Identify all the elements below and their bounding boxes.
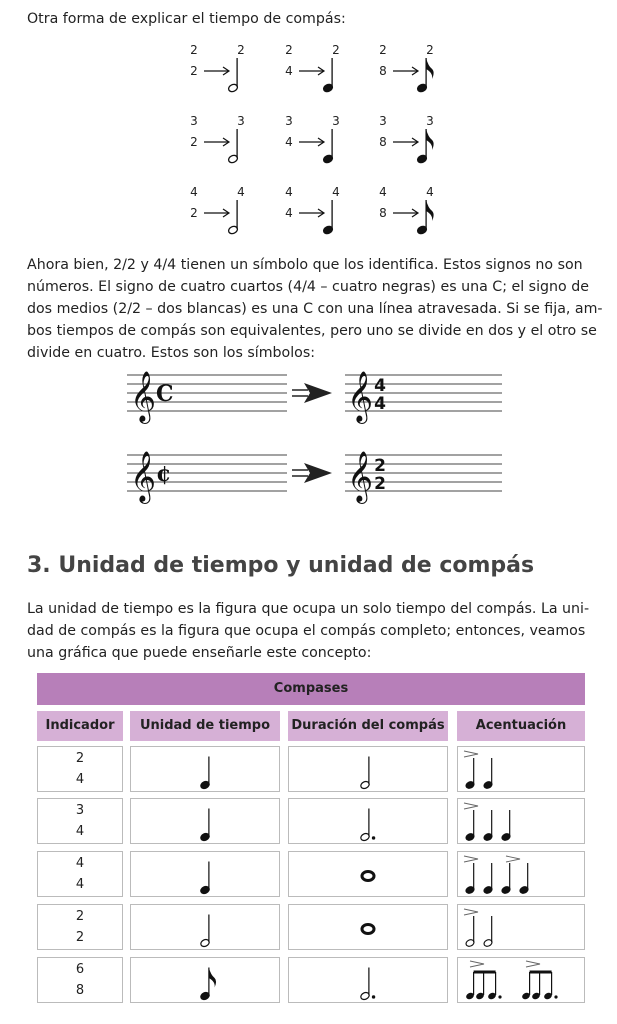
diagram-result-number: 4 [237, 185, 245, 199]
note-eighth-icon [416, 129, 433, 164]
diagram-top-number: 4 [379, 185, 387, 199]
note-dottedhalf-icon [360, 809, 376, 842]
diagram-result-number: 2 [426, 43, 434, 57]
note-half-icon [227, 129, 238, 164]
note-eighth-icon [416, 200, 433, 235]
note-quarter-icon [483, 758, 493, 790]
table-cell-unidad-tiempo [130, 798, 280, 844]
note-dottedhalf-icon [360, 968, 376, 1001]
diagram-top-number: 4 [190, 185, 198, 199]
note-half-icon [465, 916, 475, 948]
note-whole-icon [362, 872, 374, 881]
treble-clef-icon: 𝄞 [347, 451, 374, 502]
note-quarter-icon [200, 757, 211, 790]
table-cell-duracion [288, 798, 448, 844]
indicator-top: 2 [75, 751, 85, 766]
note-quarter-icon [483, 863, 493, 895]
accent-mark-icon [464, 803, 478, 809]
table-cell-unidad-tiempo [130, 957, 280, 1003]
time-symbol: C [156, 381, 174, 407]
note-half-icon [360, 757, 371, 790]
diagram-result-number: 3 [237, 114, 245, 128]
table-row-indicator [37, 746, 123, 792]
diagram-top-number: 4 [285, 185, 293, 199]
arrow-icon [204, 209, 229, 217]
diagram-result-number: 4 [426, 185, 434, 199]
table-cell-duracion [288, 851, 448, 897]
diagram-bottom-number: 2 [190, 64, 198, 78]
diagram-result-number: 2 [332, 43, 340, 57]
note-whole-icon [362, 925, 374, 934]
note-quarter-icon [200, 809, 211, 842]
paragraph-line: números. El signo de cuatro cuartos (4/4 – cuatro negras) es una C; el signo de [27, 279, 589, 295]
note-quarter-icon [322, 129, 333, 164]
table-row-indicator [37, 851, 123, 897]
table-cell-acentuacion [457, 851, 585, 897]
table-cell-unidad-tiempo [130, 746, 280, 792]
diagram-top-number: 2 [285, 43, 293, 57]
note-half-icon [200, 915, 211, 948]
big-arrow-icon [292, 463, 332, 483]
note-quarter-icon [483, 810, 493, 842]
arrow-icon [393, 67, 418, 75]
arrow-icon [393, 209, 418, 217]
time-signature-bottom: 4 [374, 394, 386, 414]
arrow-icon [299, 138, 324, 146]
note-quarter-icon [465, 863, 475, 895]
table-cell-duracion [288, 957, 448, 1003]
table-cell-unidad-tiempo [130, 851, 280, 897]
table-cell-acentuacion [457, 957, 585, 1003]
paragraph-line: bos tiempos de compás son equivalentes, pero uno se divide en dos y el otro se [27, 323, 597, 339]
treble-clef-icon: 𝄞 [130, 451, 157, 502]
table-row-indicator [37, 798, 123, 844]
diagram-bottom-number: 8 [379, 64, 387, 78]
accent-mark-icon [526, 961, 540, 967]
header-duracion-compas: Duración del compás [288, 711, 448, 741]
note-quarter-icon [501, 810, 511, 842]
table-cell-acentuacion [457, 746, 585, 792]
beamed-eighths-icon [465, 972, 501, 1000]
note-eighth-icon [200, 968, 216, 1001]
diagram-bottom-number: 4 [285, 135, 293, 149]
note-quarter-icon [200, 862, 211, 895]
beamed-eighths-icon [521, 972, 557, 1000]
diagram-bottom-number: 4 [285, 206, 293, 220]
note-quarter-icon [501, 863, 511, 895]
time-signature-top: 4 [374, 376, 386, 396]
note-half-icon [227, 58, 238, 93]
note-quarter-icon [465, 758, 475, 790]
note-quarter-icon [519, 863, 529, 895]
arrow-icon [204, 138, 229, 146]
diagram-result-number: 3 [426, 114, 434, 128]
indicator-bottom: 8 [75, 983, 85, 998]
note-half-icon [227, 200, 238, 235]
header-unidad-tiempo: Unidad de tiempo [130, 711, 280, 741]
section-text [27, 598, 589, 664]
table-title: Compases [37, 673, 585, 705]
indicator-top: 2 [75, 909, 85, 924]
diagram-bottom-number: 4 [285, 64, 293, 78]
treble-clef-icon: 𝄞 [130, 371, 157, 422]
treble-clef-icon: 𝄞 [347, 371, 374, 422]
time-signature-bottom: 2 [374, 474, 386, 494]
note-quarter-icon [322, 58, 333, 93]
accent-mark-icon [464, 856, 478, 862]
diagram-top-number: 3 [379, 114, 387, 128]
table-cell-acentuacion [457, 798, 585, 844]
section-text-line: dad de compás es la figura que ocupa el compás completo; entonces, veamos [27, 623, 586, 639]
indicator-top: 4 [75, 856, 85, 871]
diagram-bottom-number: 2 [190, 135, 198, 149]
diagram-result-number: 2 [237, 43, 245, 57]
indicator-top: 6 [75, 962, 85, 977]
note-half-icon [483, 916, 493, 948]
symbols-paragraph [27, 254, 603, 364]
diagram-top-number: 2 [379, 43, 387, 57]
table-cell-acentuacion [457, 904, 585, 950]
table-cell-duracion [288, 746, 448, 792]
arrow-icon [299, 209, 324, 217]
header-acentuacion: Acentuación [457, 711, 585, 741]
indicator-bottom: 2 [75, 930, 85, 945]
diagram-top-number: 3 [190, 114, 198, 128]
diagram-top-number: 2 [190, 43, 198, 57]
section-heading: 3. Unidad de tiempo y unidad de compás [27, 553, 535, 578]
accent-mark-icon [464, 751, 478, 757]
note-quarter-icon [465, 810, 475, 842]
big-arrow-icon [292, 383, 332, 403]
indicator-top: 3 [75, 803, 85, 818]
section-text-line: La unidad de tiempo es la figura que ocupa un solo tiempo del compás. La uni- [27, 601, 590, 617]
note-quarter-icon [322, 200, 333, 235]
indicator-bottom: 4 [75, 772, 85, 787]
paragraph-line: divide en cuatro. Estos son los símbolos: [27, 345, 316, 361]
diagram-result-number: 3 [332, 114, 340, 128]
table-row-indicator [37, 957, 123, 1003]
paragraph-line: dos medios (2/2 – dos blancas) es una C con una línea atravesada. Si se fija, am- [27, 301, 603, 317]
indicator-bottom: 4 [75, 877, 85, 892]
intro-text: Otra forma de explicar el tiempo de compás: [27, 11, 346, 27]
table-row-indicator [37, 904, 123, 950]
diagram-bottom-number: 2 [190, 206, 198, 220]
arrow-icon [393, 138, 418, 146]
header-indicador: Indicador [37, 711, 123, 741]
indicator-bottom: 4 [75, 824, 85, 839]
accent-mark-icon [506, 856, 520, 862]
diagram-top-number: 3 [285, 114, 293, 128]
note-eighth-icon [416, 58, 433, 93]
time-signature-top: 2 [374, 456, 386, 476]
diagram-bottom-number: 8 [379, 206, 387, 220]
section-text-line: una gráfica que puede enseñarle este concepto: [27, 645, 372, 661]
diagram-bottom-number: 8 [379, 135, 387, 149]
accent-mark-icon [464, 909, 478, 915]
arrow-icon [204, 67, 229, 75]
table-cell-duracion [288, 904, 448, 950]
diagram-result-number: 4 [332, 185, 340, 199]
time-symbol: ¢ [156, 461, 172, 487]
table-cell-unidad-tiempo [130, 904, 280, 950]
accent-mark-icon [470, 961, 484, 967]
paragraph-line: Ahora bien, 2/2 y 4/4 tienen un símbolo que los identifica. Estos signos no son [27, 257, 583, 273]
arrow-icon [299, 67, 324, 75]
